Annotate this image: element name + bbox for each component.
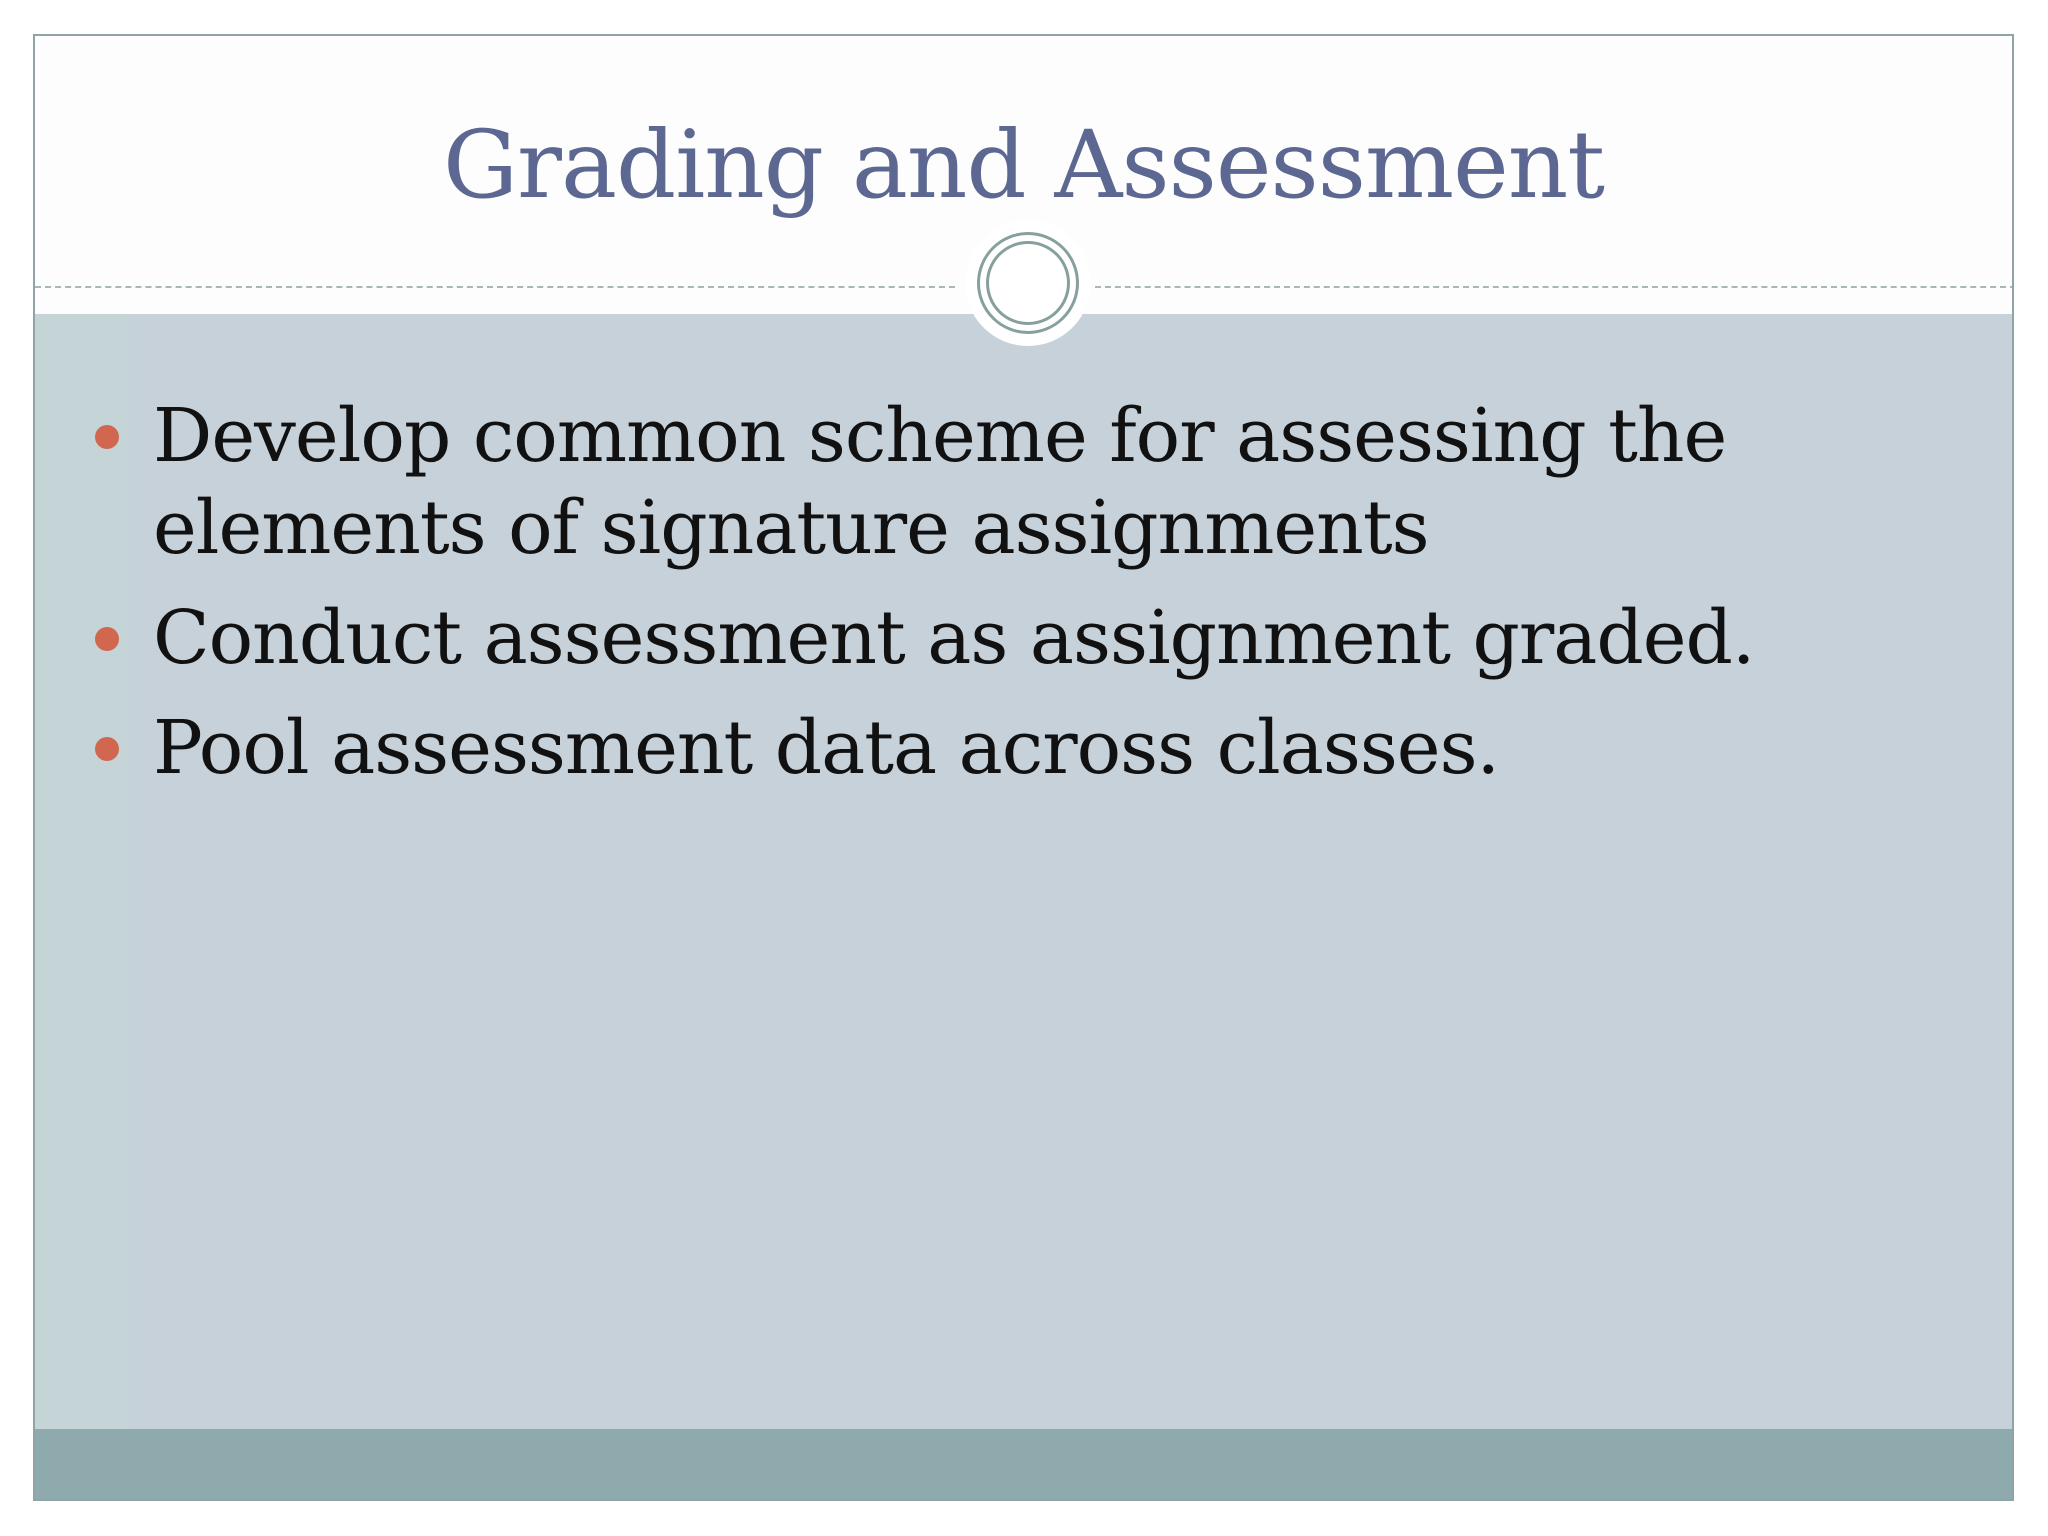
footer-bar <box>35 1429 2012 1499</box>
bullet-dot-icon <box>95 627 119 651</box>
circle-ornament-inner-ring <box>986 241 1070 325</box>
bullet-item <box>35 390 2012 574</box>
bullet-dot-icon <box>95 425 119 449</box>
bullet-item <box>35 702 2012 794</box>
bullet-text: Develop common scheme for assessing the elements of signature assignments <box>153 393 1727 571</box>
bullet-text: Conduct assessment as assignment graded. <box>153 595 1755 681</box>
bullet-list <box>35 390 2012 812</box>
slide-title: Grading and Assessment <box>442 111 1605 220</box>
header-divider-right <box>1095 286 2014 288</box>
bullet-item <box>35 592 2012 684</box>
slide <box>33 34 2014 1501</box>
header-divider-left <box>35 286 955 288</box>
bullet-dot-icon <box>95 737 119 761</box>
bullet-text: Pool assessment data across classes. <box>153 705 1500 791</box>
